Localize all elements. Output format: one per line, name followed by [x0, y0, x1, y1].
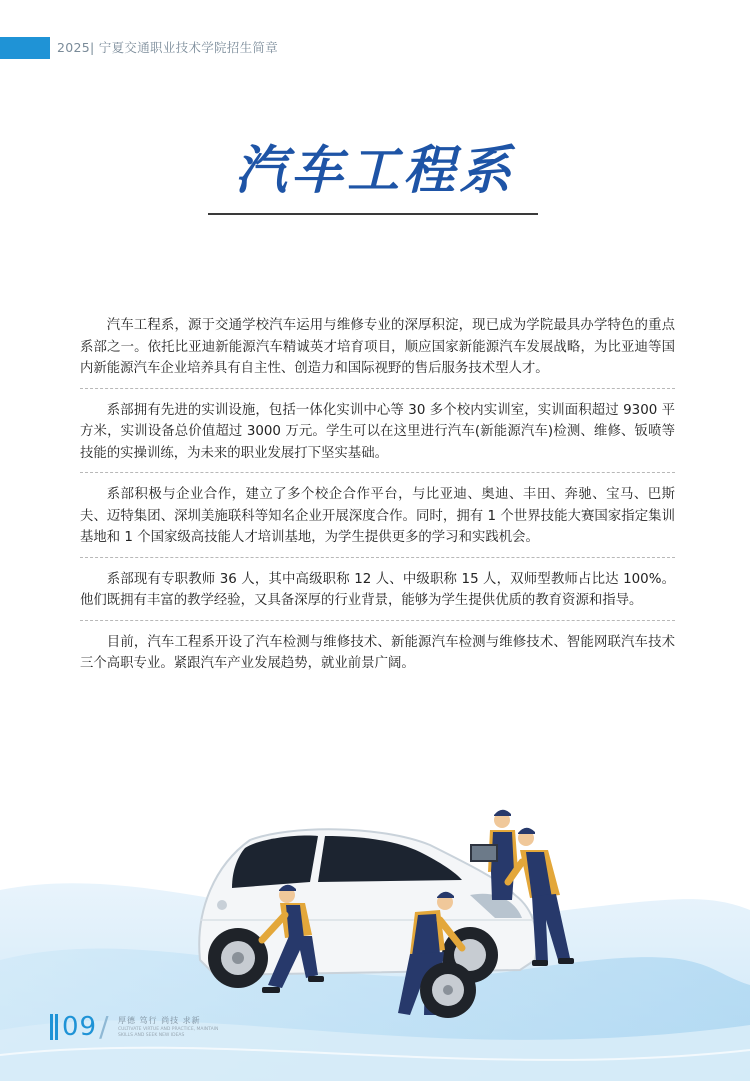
dashed-divider — [80, 557, 675, 558]
page-number-bars — [50, 1014, 58, 1040]
paragraph-cooperation: 系部积极与企业合作，建立了多个校企合作平台，与比亚迪、奥迪、丰田、奔驰、宝马、巴斯夫、迈特集团、深圳美施联科等知名企业开展深度合作。同时，拥有 1 个世界技能大赛国家指定集训基地和 1 个国家级高技能人才培训基地，为学生提供更多的学习和实践机会。 — [80, 487, 675, 545]
dashed-divider — [80, 388, 675, 389]
running-header: 2025| 宁夏交通职业技术学院招生简章 — [57, 40, 278, 55]
title-underline — [208, 213, 538, 215]
body-content — [80, 315, 675, 675]
page-number — [50, 1010, 109, 1043]
footer-motto-english: CULTIVATE VIRTUE AND PRACTICE, MAINTAIN SKILLS AND SEEK NEW IDEAS — [118, 1027, 219, 1038]
paragraph-facilities: 系部拥有先进的实训设施，包括一体化实训中心等 30 多个校内实训室，实训面积超过 9300 平方米，实训设备总价值超过 3000 万元。学生可以在这里进行汽车(新能源汽车)检测、维修、钣喷等技能的实操训练，为未来的职业发展打下坚实基础。 — [80, 402, 675, 461]
page-title: 汽车工程系 — [234, 141, 515, 201]
paragraph-majors: 目前，汽车工程系开设了汽车检测与维修技术、新能源汽车检测与维修技术、智能网联汽车技术三个高职专业。紧跟汽车产业发展趋势，就业前景广阔。 — [80, 634, 675, 671]
header-accent-bar — [0, 37, 50, 59]
paragraph-intro: 汽车工程系，源于交通学校汽车运用与维修专业的深厚积淀，现已成为学院最具办学特色的重点系部之一。依托比亚迪新能源汽车精诚英才培育项目，顺应国家新能源汽车发展战略，为比亚迪等国内新能源汽车企业培养具有自主性、创造力和国际视野的售后服务技术型人才。 — [80, 318, 675, 376]
paragraph-faculty: 系部现有专职教师 36 人，其中高级职称 12 人、中级职称 15 人，双师型教师占比达 100%。他们既拥有丰富的教学经验，又具备深厚的行业背景，能够为学生提供优质的教育资源和指导。 — [80, 571, 675, 608]
page-number-digits: 09 — [62, 1011, 98, 1042]
dashed-divider — [80, 620, 675, 621]
footer-motto: 厚德 笃行 尚技 求新 — [118, 1016, 201, 1025]
page-number-slash: / — [99, 1010, 109, 1043]
dashed-divider — [80, 472, 675, 473]
car-repair-illustration — [0, 770, 750, 1081]
